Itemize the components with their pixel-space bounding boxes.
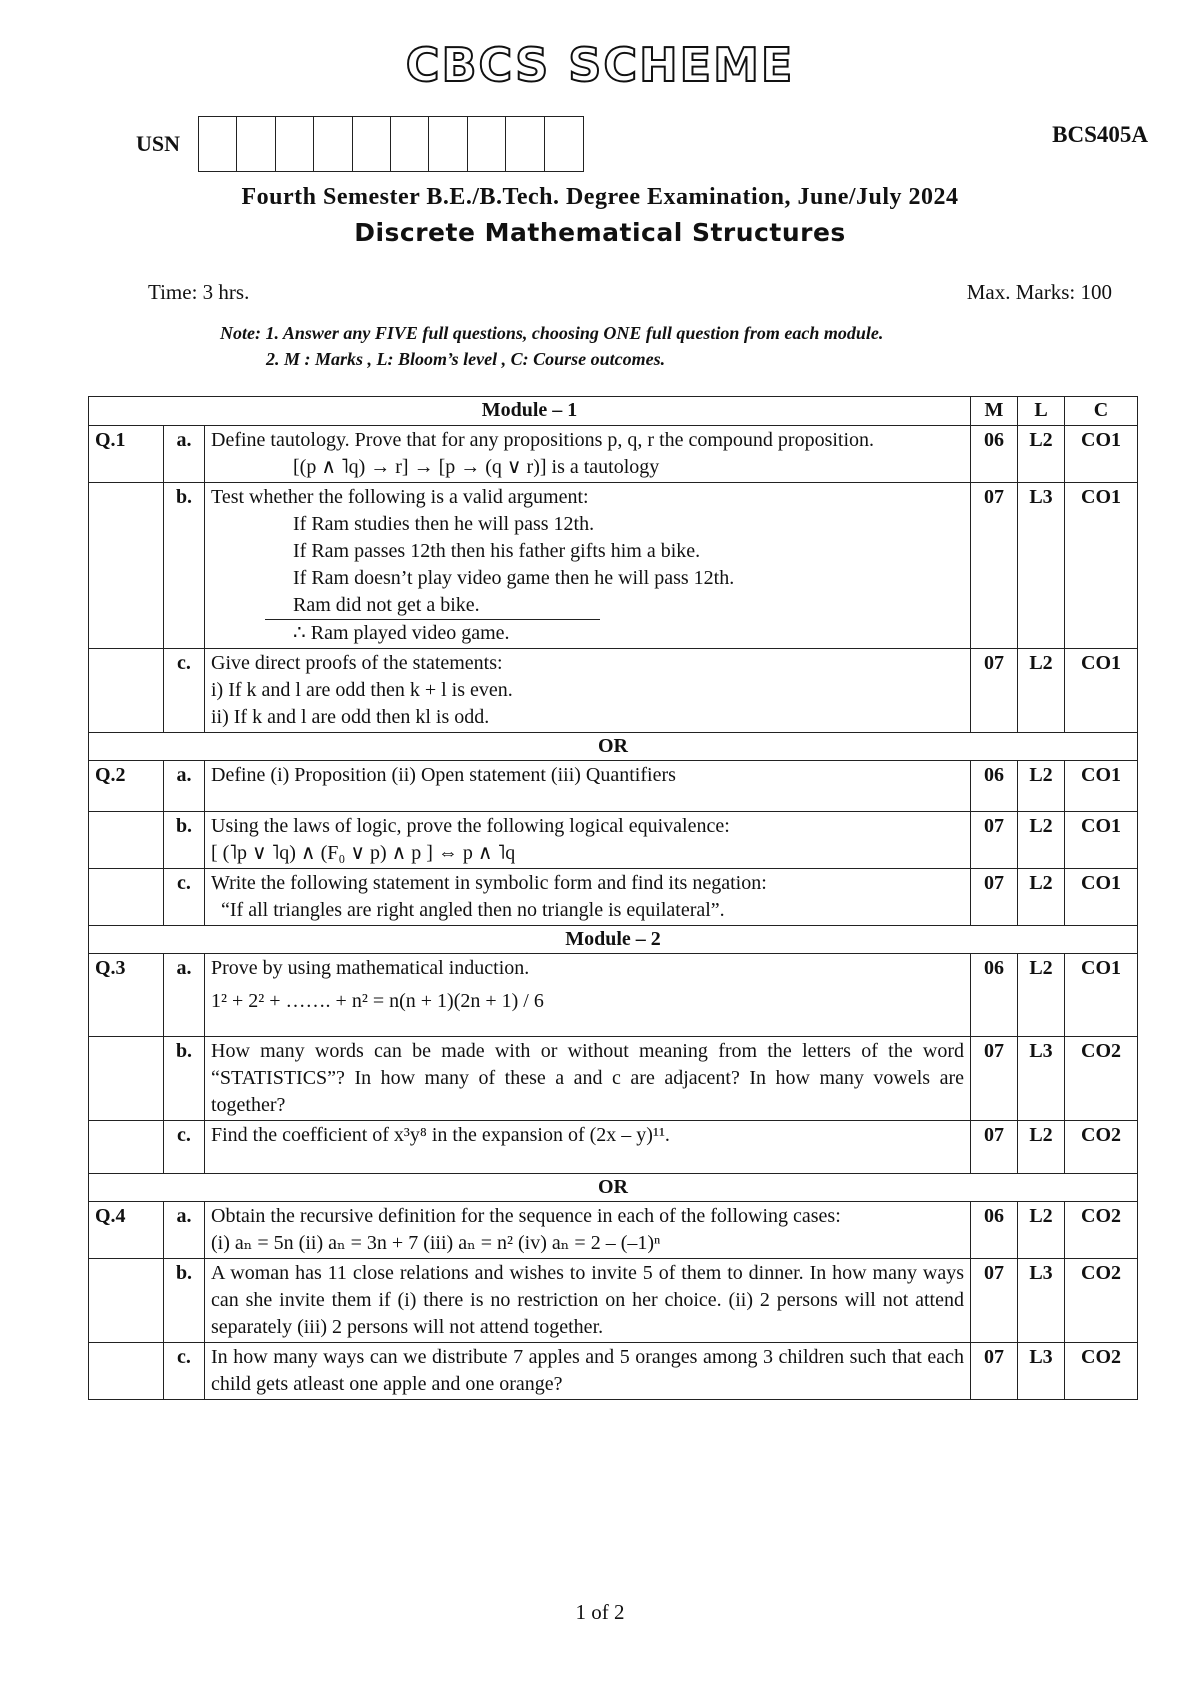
course-outcome: CO1: [1065, 426, 1138, 483]
course-outcome: CO2: [1065, 1343, 1138, 1400]
sub-label: b.: [164, 812, 205, 869]
question-row-q2b: [89, 812, 1138, 869]
q1c-part-ii: ii) If k and l are odd then kl is odd.: [211, 706, 490, 728]
question-number: [89, 869, 164, 926]
question-row-q1c: [89, 649, 1138, 733]
note-line-2: 2. M : Marks , L: Bloom’s level , C: Course outcomes.: [266, 349, 666, 369]
marks: 07: [971, 1037, 1018, 1121]
usn-digit-box: [314, 117, 352, 171]
question-text: [205, 1037, 971, 1121]
usn-digit-box: [199, 117, 237, 171]
q4c-text: In how many ways can we distribute 7 apples and 5 oranges among 3 children such that each child gets atleast one apple and one orange?: [211, 1346, 964, 1395]
question-row-q3a: [89, 954, 1138, 1037]
level: L2: [1018, 649, 1065, 733]
module-2-label: Module – 2: [89, 926, 1138, 954]
question-text: [205, 483, 971, 649]
level: L3: [1018, 1037, 1065, 1121]
course-outcome: CO2: [1065, 1259, 1138, 1343]
scheme-banner: CBCS SCHEME: [405, 38, 795, 92]
sub-label: c.: [164, 1121, 205, 1174]
or-separator: [89, 733, 1138, 761]
usn-field: [136, 116, 584, 172]
usn-digit-box: [429, 117, 467, 171]
marks: 06: [971, 426, 1018, 483]
q1b-text: Test whether the following is a valid argument:: [211, 486, 589, 508]
marks: 07: [971, 1121, 1018, 1174]
question-number: [89, 1259, 164, 1343]
usn-digit-box: [468, 117, 506, 171]
module-1-label: Module – 1: [89, 397, 971, 426]
question-text: [205, 869, 971, 926]
usn-digit-box: [391, 117, 429, 171]
usn-digit-box: [545, 117, 583, 171]
marks: 07: [971, 869, 1018, 926]
course-outcome: CO1: [1065, 761, 1138, 812]
question-text: [205, 1343, 971, 1400]
question-number: [89, 483, 164, 649]
level: L2: [1018, 812, 1065, 869]
course-outcome: CO2: [1065, 1121, 1138, 1174]
course-outcome: CO1: [1065, 483, 1138, 649]
q2a-text: Define (i) Proposition (ii) Open statement (iii) Quantifiers: [211, 764, 676, 786]
question-number: [89, 812, 164, 869]
level: L2: [1018, 954, 1065, 1037]
q2b-text: Using the laws of logic, prove the following logical equivalence:: [211, 815, 730, 837]
course-code: BCS405A: [1052, 122, 1148, 147]
sub-label: b.: [164, 483, 205, 649]
course-outcome: CO2: [1065, 1202, 1138, 1259]
q1c-text: Give direct proofs of the statements:: [211, 652, 503, 674]
or-label: OR: [89, 733, 1138, 761]
usn-digit-box: [353, 117, 391, 171]
page-number: 1 of 2: [575, 1600, 625, 1624]
marks: 06: [971, 954, 1018, 1037]
q2c-quote: “If all triangles are right angled then no triangle is equilateral”.: [221, 899, 725, 921]
marks: 07: [971, 1343, 1018, 1400]
sub-label: c.: [164, 649, 205, 733]
sub-label: c.: [164, 1343, 205, 1400]
marks: 07: [971, 649, 1018, 733]
q1b-premise-2: If Ram passes 12th then his father gifts him a bike.: [293, 540, 701, 562]
marks: 07: [971, 483, 1018, 649]
level: L2: [1018, 761, 1065, 812]
question-text: [205, 426, 971, 483]
sub-label: a.: [164, 426, 205, 483]
q1b-premise-4: Ram did not get a bike.: [265, 592, 600, 620]
level: L2: [1018, 869, 1065, 926]
question-text: [205, 1202, 971, 1259]
instructions-note: [220, 320, 883, 372]
q3a-text: Prove by using mathematical induction.: [211, 957, 530, 979]
usn-label: USN: [136, 131, 181, 156]
question-number: Q.3: [89, 954, 164, 1037]
q1b-conclusion: ∴ Ram played video game.: [293, 622, 510, 644]
usn-digit-box: [276, 117, 314, 171]
or-separator: [89, 1174, 1138, 1202]
usn-digit-box: [237, 117, 275, 171]
level: L2: [1018, 1202, 1065, 1259]
usn-boxes: [198, 116, 584, 172]
q1b-premise-1: If Ram studies then he will pass 12th.: [293, 513, 595, 535]
marks: 06: [971, 1202, 1018, 1259]
note-line-1: Note: 1. Answer any FIVE full questions, choosing ONE full question from each module.: [220, 323, 884, 343]
usn-digit-box: [506, 117, 544, 171]
question-row-q2a: [89, 761, 1138, 812]
question-number: [89, 1037, 164, 1121]
col-outcome: C: [1065, 397, 1138, 426]
marks: 07: [971, 812, 1018, 869]
question-table: [88, 396, 1138, 1400]
course-outcome: CO2: [1065, 1037, 1138, 1121]
q1a-text: Define tautology. Prove that for any propositions p, q, r the compound proposition.: [211, 429, 875, 451]
q4b-text: A woman has 11 close relations and wishes to invite 5 of them to dinner. In how many ways can she invite them if (i) there is no restriction on her choice. (ii) 2 persons will not attend separately (iii) 2 persons will not attend together.: [211, 1262, 964, 1338]
q1c-part-i: i) If k and l are odd then k + l is even.: [211, 679, 513, 701]
q3a-formula: 1² + 2² + ……. + n² = n(n + 1)(2n + 1) / 6: [211, 990, 544, 1012]
sub-label: a.: [164, 761, 205, 812]
question-text: [205, 761, 971, 812]
sub-label: b.: [164, 1037, 205, 1121]
q3c-text: Find the coefficient of x³y⁸ in the expansion of (2x – y)¹¹.: [211, 1124, 670, 1146]
question-text: [205, 649, 971, 733]
question-text: [205, 812, 971, 869]
course-outcome: CO1: [1065, 869, 1138, 926]
course-outcome: CO1: [1065, 812, 1138, 869]
q4a-cases: (i) aₙ = 5n (ii) aₙ = 3n + 7 (iii) aₙ = n² (iv) aₙ = 2 – (–1)ⁿ: [211, 1232, 661, 1254]
sub-label: a.: [164, 1202, 205, 1259]
question-row-q4a: [89, 1202, 1138, 1259]
course-outcome: CO1: [1065, 649, 1138, 733]
question-number: Q.4: [89, 1202, 164, 1259]
question-text: [205, 1259, 971, 1343]
question-number: [89, 1121, 164, 1174]
module-1-header: [89, 397, 1138, 426]
marks: 06: [971, 761, 1018, 812]
question-row-q3b: [89, 1037, 1138, 1121]
question-row-q2c: [89, 869, 1138, 926]
question-row-q3c: [89, 1121, 1138, 1174]
col-marks: M: [971, 397, 1018, 426]
max-marks: Max. Marks: 100: [966, 280, 1112, 304]
q1a-formula: [(p ∧ ˥q) → r] → [p → (q ∨ r)] is a tautology: [293, 456, 660, 478]
q1b-premise-3: If Ram doesn’t play video game then he will pass 12th.: [293, 567, 735, 589]
question-number: [89, 1343, 164, 1400]
marks: 07: [971, 1259, 1018, 1343]
level: L3: [1018, 1343, 1065, 1400]
level: L2: [1018, 426, 1065, 483]
sub-label: a.: [164, 954, 205, 1037]
exam-title: Fourth Semester B.E./B.Tech. Degree Examination, June/July 2024: [241, 184, 959, 210]
q3b-text: How many words can be made with or without meaning from the letters of the word “STATISTICS”? In how many of these a and c are adjacent? In how many vowels are together?: [211, 1040, 964, 1116]
question-row-q4b: [89, 1259, 1138, 1343]
question-text: [205, 1121, 971, 1174]
course-outcome: CO1: [1065, 954, 1138, 1037]
level: L3: [1018, 483, 1065, 649]
q4a-text: Obtain the recursive definition for the sequence in each of the following cases:: [211, 1205, 841, 1227]
question-row-q4c: [89, 1343, 1138, 1400]
level: L2: [1018, 1121, 1065, 1174]
module-2-header: [89, 926, 1138, 954]
question-number: Q.2: [89, 761, 164, 812]
question-number: Q.1: [89, 426, 164, 483]
question-row-q1a: [89, 426, 1138, 483]
question-text: [205, 954, 971, 1037]
col-level: L: [1018, 397, 1065, 426]
q2b-formula: [ (˥p ∨ ˥q) ∧ (F₀ ∨ p) ∧ p ] ⇔ p ∧ ˥q: [211, 842, 516, 864]
sub-label: b.: [164, 1259, 205, 1343]
subject-title: Discrete Mathematical Structures: [354, 218, 846, 247]
or-label: OR: [89, 1174, 1138, 1202]
level: L3: [1018, 1259, 1065, 1343]
question-row-q1b: [89, 483, 1138, 649]
q2c-text: Write the following statement in symbolic form and find its negation:: [211, 872, 767, 894]
sub-label: c.: [164, 869, 205, 926]
exam-time: Time: 3 hrs.: [148, 280, 250, 304]
question-number: [89, 649, 164, 733]
